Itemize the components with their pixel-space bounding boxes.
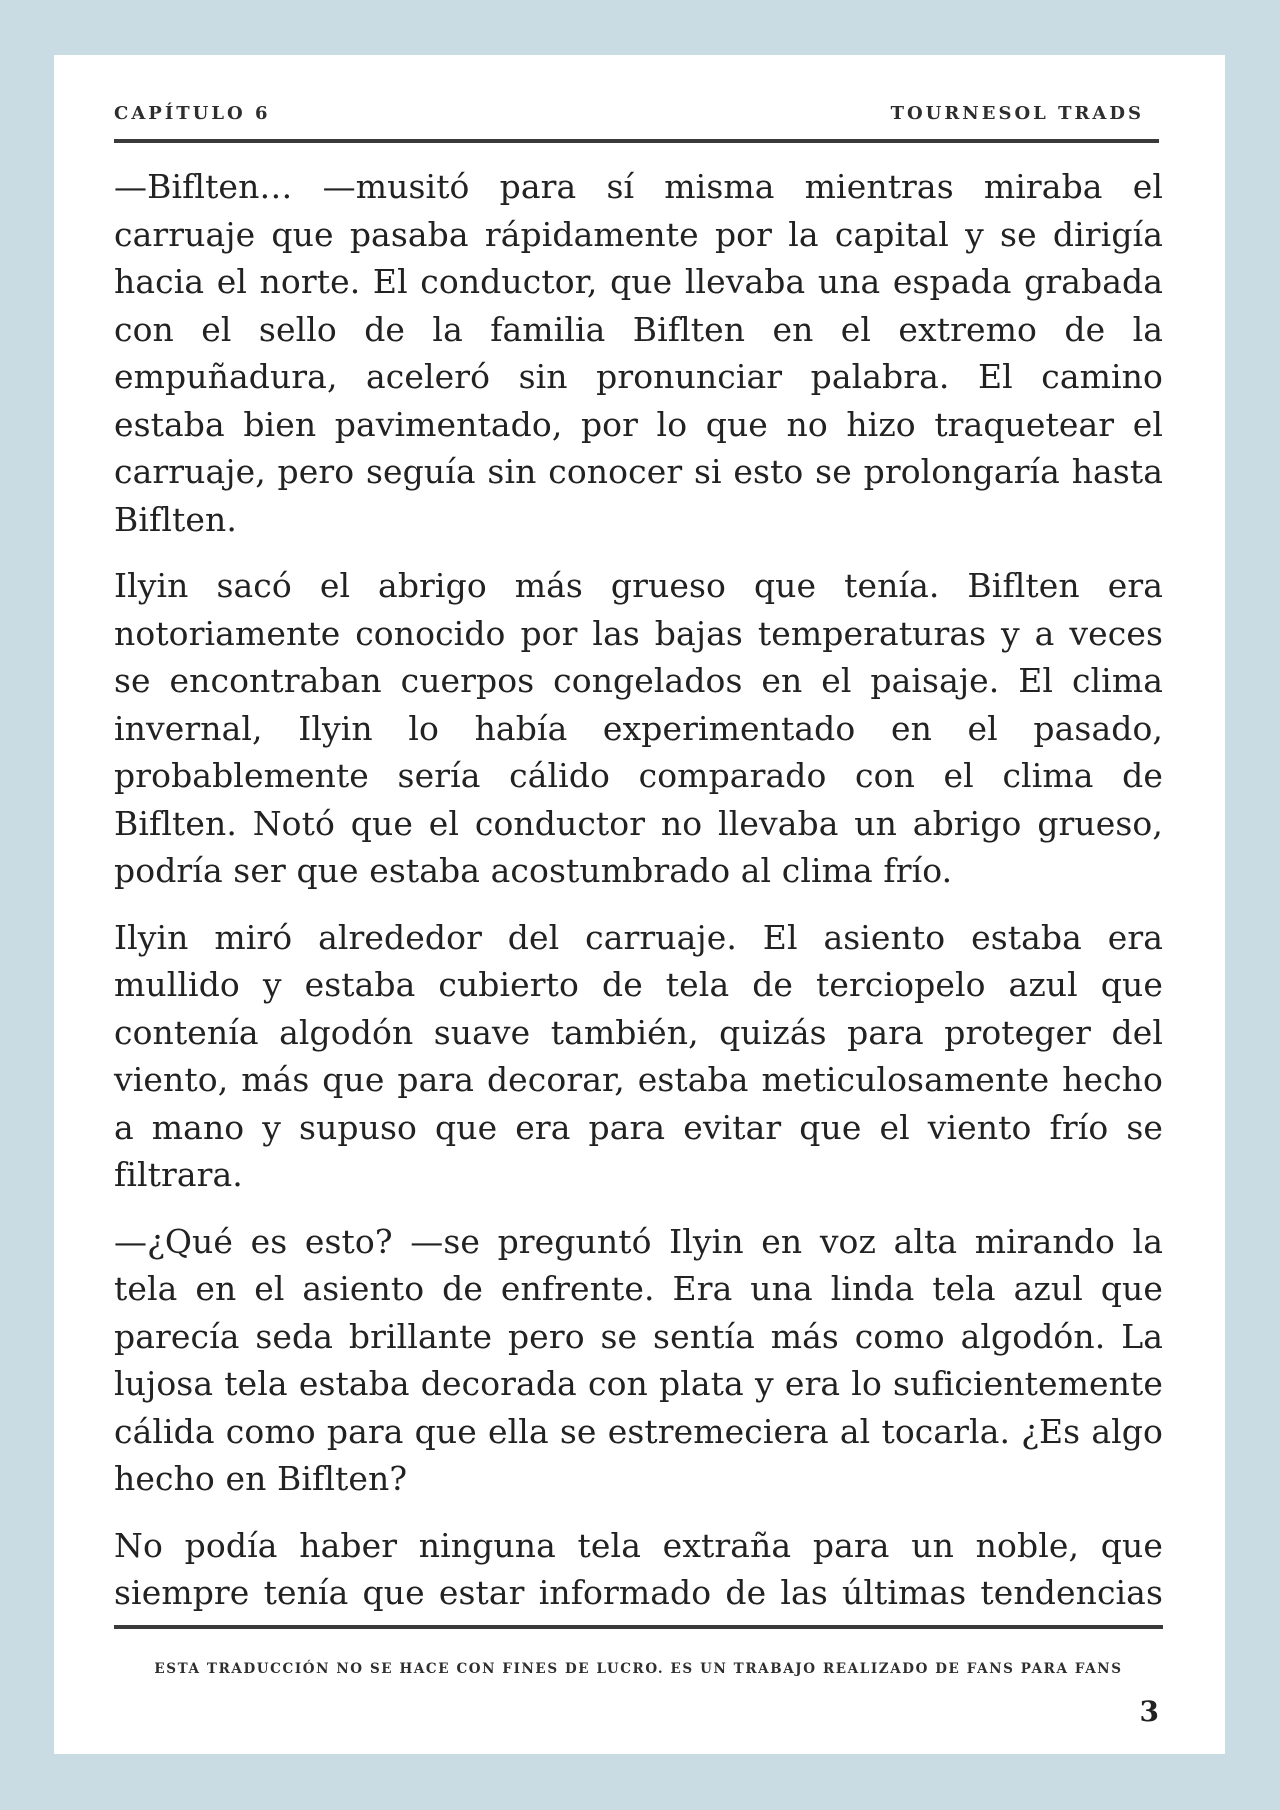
paragraph: No podía haber ninguna tela extraña para un noble, que siempre tenía que estar informado de las últimas tendencias <box>114 1525 1163 1612</box>
translator-group-label: TOURNESOL TRADS <box>890 103 1144 124</box>
paragraph: —¿Qué es esto? —se preguntó Ilyin en voz alta mirando la tela en el asiento de enfrente. Era una linda tela azul que parecía seda brillante pero se sentía más como algodón. La lujosa tela estaba decorada con plata y era lo suficientemente cálida como para que ella se estremeciera al tocarla. ¿Es algo hecho en Biflten? <box>114 1221 1163 1498</box>
running-header <box>114 103 1144 124</box>
footer-disclaimer: ESTA TRADUCCIÓN NO SE HACE CON FINES DE LUCRO. ES UN TRABAJO REALIZADO DE FANS PARA FANS <box>154 1661 1123 1677</box>
chapter-label: CAPÍTULO 6 <box>114 103 271 124</box>
chapter-body <box>114 163 1163 1617</box>
paragraph: —Biflten… —musitó para sí misma mientras miraba el carruaje que pasaba rápidamente por la capital y se dirigía hacia el norte. El conductor, que llevaba una espada grabada con el sello de la familia Biflten en el extremo de la empuñadura, aceleró sin pronunciar palabra. El camino estaba bien pavimentado, por lo que no hizo traquetear el carruaje, pero seguía sin conocer si esto se prolongaría hasta Biflten. <box>114 167 1163 539</box>
footer-divider <box>114 1625 1163 1629</box>
document-page <box>54 55 1225 1754</box>
header-divider <box>114 139 1159 143</box>
page-number: 3 <box>1139 1695 1159 1728</box>
paragraph: Ilyin sacó el abrigo más grueso que tenía. Biflten era notoriamente conocido por las bajas temperaturas y a veces se encontraban cuerpos congelados en el paisaje. El clima invernal, Ilyin lo había experimentado en el pasado, probablemente sería cálido comparado con el clima de Biflten. Notó que el conductor no llevaba un abrigo grueso, podría ser que estaba acostumbrado al clima frío. <box>114 566 1163 890</box>
paragraph: Ilyin miró alrededor del carruaje. El asiento estaba era mullido y estaba cubierto de tela de terciopelo azul que contenía algodón suave también, quizás para proteger del viento, más que para decorar, estaba meticulosamente hecho a mano y supuso que era para evitar que el viento frío se filtrara. <box>114 917 1163 1194</box>
